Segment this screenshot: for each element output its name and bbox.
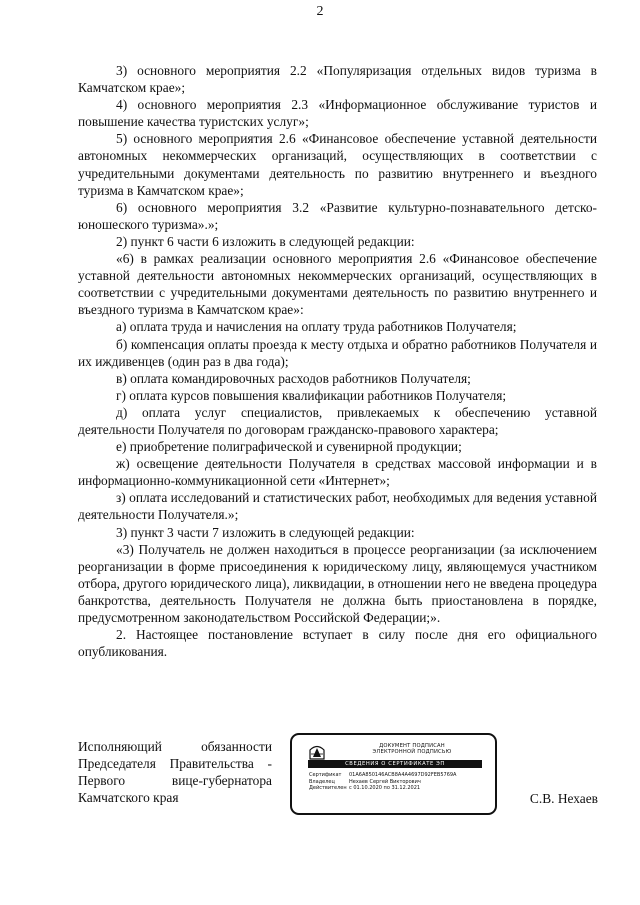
stamp-row-value: Нехаев Сергей Викторович [349,778,421,785]
paragraph: 3) пункт 3 части 7 изложить в следующей редакции: [116,524,415,540]
paragraph: б) компенсация оплаты проезда к месту отдыха и обратно работников Получателя и их иждивенцев (один раз в два года); [78,336,597,369]
paragraph: г) оплата курсов повышения квалификации работников Получателя; [116,387,507,403]
stamp-row [309,772,489,779]
paragraph: в) оплата командировочных расходов работников Получателя; [116,370,471,386]
paragraph: 2) пункт 6 части 6 изложить в следующей редакции: [116,233,415,249]
page-number: 2 [316,4,324,19]
signer-position-line: Камчатского края [78,790,179,806]
paragraph: д) оплата услуг специалистов, привлекаемых к обеспечению уставной деятельности Получателя по договорам гражданско-правового характера; [78,404,597,437]
paragraph: 3) основного мероприятия 2.2 «Популяризация отдельных видов туризма в Камчатском крае»; [78,63,597,96]
paragraph: «6) в рамках реализации основного мероприятия 2.6 «Финансовое обеспечение уставной деятельности автономных некоммерческих организаций, осуществляющих в соответствии с учредительными документами деятельность по развитию внутреннего и въездного туризма в Камчатском крае»: [78,251,597,318]
stamp-row [309,785,489,792]
stamp-row-label: Действителен [309,785,347,792]
paragraph: 2. Настоящее постановление вступает в силу после дня его официального опубликования. [78,627,597,660]
coat-of-arms-icon [308,742,326,760]
signer-position-line: Председателя Правительства - [78,756,272,772]
stamp-row-value: 01A6A850146ACB8A4A4697D92FEB5769A [349,772,457,778]
signer-position-line: Исполняющий обязанности [78,739,272,754]
paragraph: 5) основного мероприятия 2.6 «Финансовое обеспечение уставной деятельности автономных некоммерческих организаций, осуществляющих в соответствии с учредительными документами деятельность по развитию внутреннего и въездного туризма в Камчатском крае»; [78,131,597,198]
electronic-signature-stamp [290,733,497,815]
stamp-title-line: ДОКУМЕНТ ПОДПИСАН [379,743,445,749]
stamp-row-label: Сертификат [309,772,342,778]
stamp-title [342,743,482,756]
signer-name: С.В. Нехаев [529,791,598,806]
paragraph: з) оплата исследований и статистических работ, необходимых для ведения уставной деятельности Получателя.»; [78,490,597,523]
paragraph: «3) Получатель не должен находиться в процессе реорганизации (за исключением реорганизации в форме присоединения к юридическому лицу, являющемуся участником отбора, другого юридического лица), ликвидации, в отношении него не введена процедура банкротства, деятельность Получателя не должна быть приостановлена в порядке, предусмотренном законодательством Российской Федерации;». [78,541,597,625]
document-body [78,62,597,660]
stamp-row-value: с 01.10.2020 по 31.12.2021 [349,785,421,792]
stamp-row-label: Владелец [309,778,335,785]
signer-position [78,738,272,806]
paragraph: а) оплата труда и начисления на оплату труда работников Получателя; [116,319,517,335]
paragraph: 6) основного мероприятия 3.2 «Развитие культурно-познавательного детско-юношеского туризма».»; [78,199,597,232]
paragraph: ж) освещение деятельности Получателя в средствах массовой информации и в информационно-коммуникационной сети «Интернет»; [78,456,597,489]
stamp-certificate-details [309,772,489,792]
stamp-title-line: ЭЛЕКТРОННОЙ ПОДПИСЬЮ [372,749,452,756]
stamp-certificate-header: СВЕДЕНИЯ О СЕРТИФИКАТЕ ЭП [308,760,482,768]
signer-position-line: Первого вице-губернатора [78,773,272,789]
paragraph: е) приобретение полиграфической и сувенирной продукции; [116,439,462,455]
paragraph: 4) основного мероприятия 2.3 «Информационное обслуживание туристов и повышение качества туристских услуг»; [78,97,597,130]
